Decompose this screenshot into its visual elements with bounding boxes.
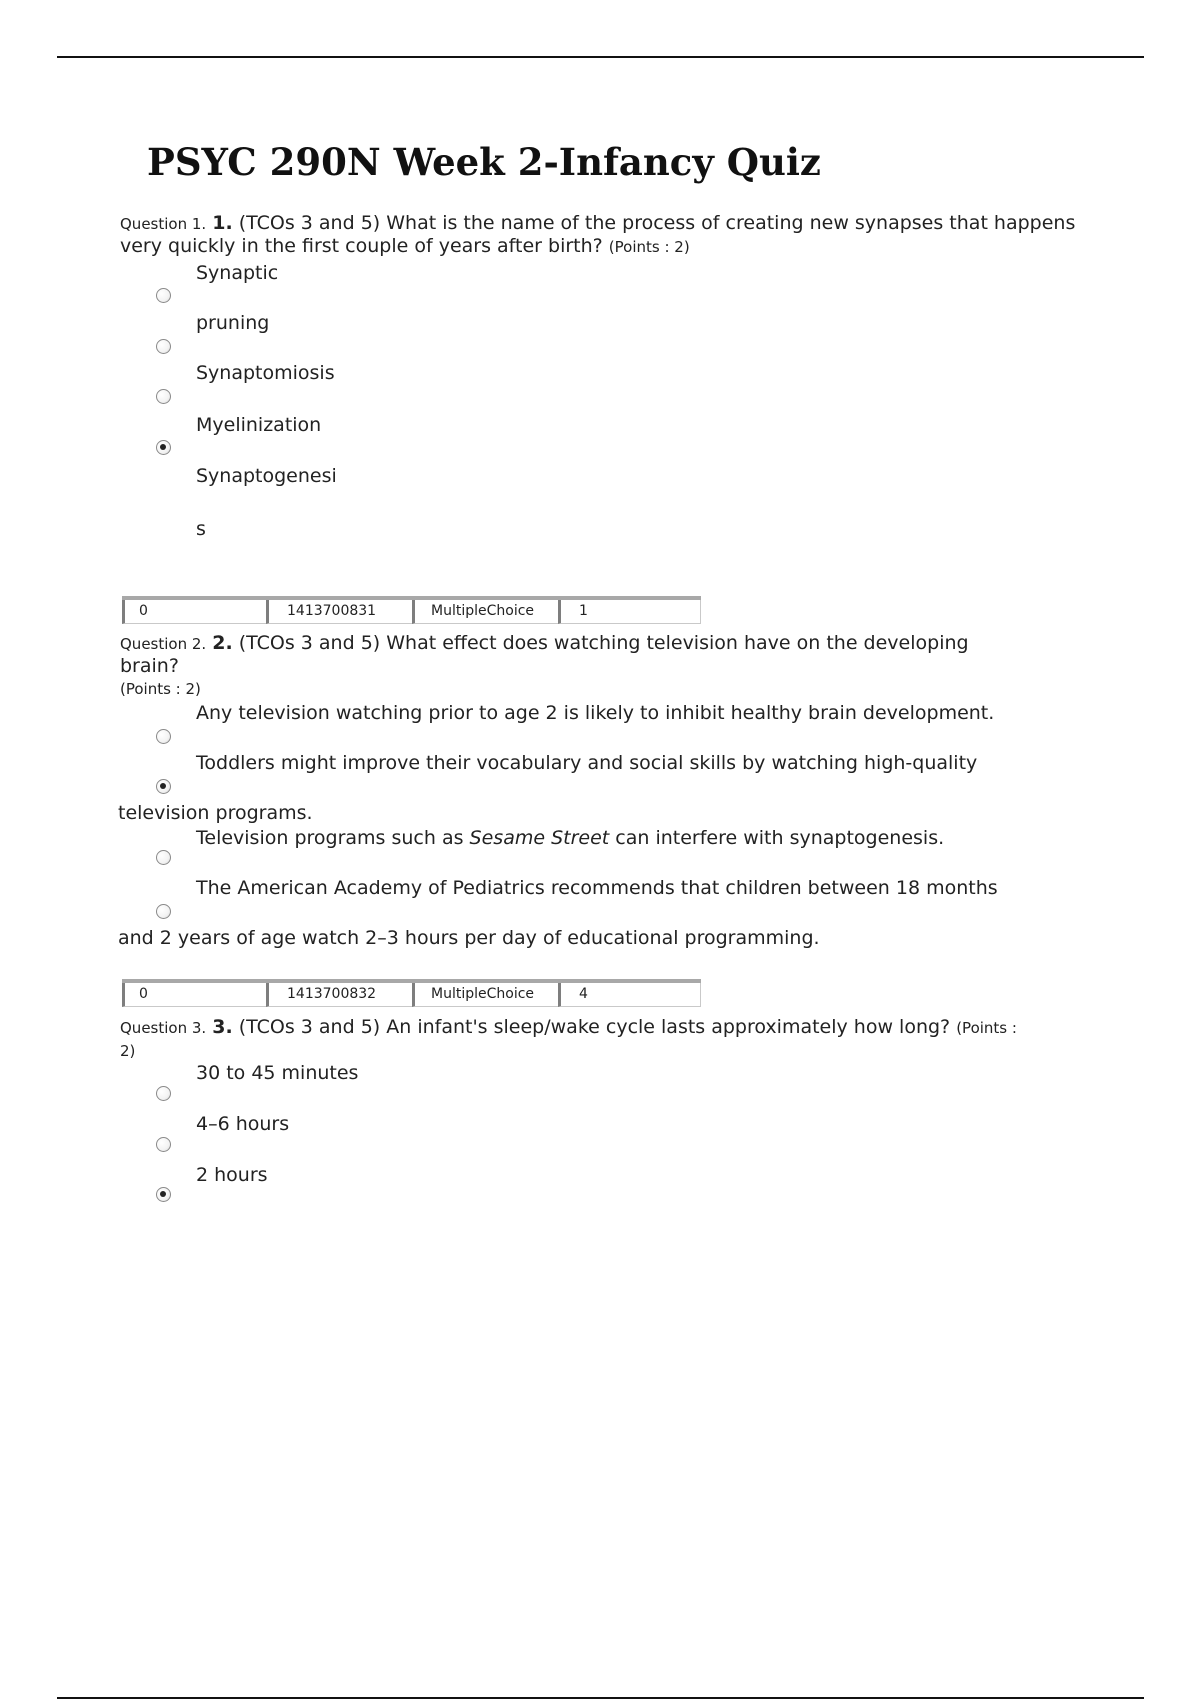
- question-text-cont: brain?: [120, 655, 179, 677]
- q3-option-3-label: 2 hours: [196, 1164, 268, 1186]
- q2-option-1-label: Any television watching prior to age 2 is likely to inhibit healthy brain development.: [196, 702, 995, 724]
- question-points: (Points : 2): [608, 238, 690, 256]
- bottom-rule: [57, 1697, 1144, 1699]
- question-points: (Points :: [956, 1019, 1017, 1037]
- question-number: 3.: [212, 1016, 233, 1038]
- option-text-italic: Sesame Street: [469, 827, 610, 849]
- question-text: (TCOs 3 and 5) What is the name of the process of creating new synapses that happens very quickly in the first couple of years after birth?: [120, 212, 1076, 257]
- question-text: (TCOs 3 and 5) What effect does watching television have on the developing: [238, 632, 969, 654]
- question-points-cont: 2): [120, 1042, 136, 1060]
- q1-option-4-line1: Synaptogenesi: [196, 465, 337, 487]
- q3-option-1-radio[interactable]: [156, 1086, 171, 1101]
- q2-option-2-radio-selected[interactable]: [156, 779, 171, 794]
- question-text: (TCOs 3 and 5) An infant's sleep/wake cycle lasts approximately how long?: [238, 1016, 951, 1038]
- meta-type: MultipleChoice: [412, 600, 558, 624]
- question-1-meta-table: [122, 596, 701, 624]
- meta-score: 0: [122, 983, 266, 1007]
- meta-answer: 4: [558, 983, 701, 1007]
- q2-option-3-radio[interactable]: [156, 850, 171, 865]
- q1-option-4-line2: s: [196, 518, 206, 540]
- option-text: Television programs such as: [196, 827, 470, 849]
- q2-option-3-label: [196, 827, 944, 849]
- question-label: Question 3.: [120, 1019, 207, 1037]
- question-label: Question 2.: [120, 635, 207, 653]
- q1-option-3-label: Myelinization: [196, 414, 322, 436]
- q2-option-4-line2: and 2 years of age watch 2–3 hours per day of educational programming.: [118, 927, 820, 949]
- q1-option-2-label: Synaptomiosis: [196, 362, 335, 384]
- question-3-prompt: [120, 1016, 1095, 1062]
- meta-id: 1413700831: [266, 600, 412, 624]
- q1-option-3-radio[interactable]: [156, 389, 171, 404]
- meta-answer: 1: [558, 600, 701, 624]
- q1-option-3-radio-selected[interactable]: [156, 440, 171, 455]
- q1-option-1-line2: pruning: [196, 312, 270, 334]
- q3-option-2-radio[interactable]: [156, 1137, 171, 1152]
- meta-type: MultipleChoice: [412, 983, 558, 1007]
- top-rule: [57, 56, 1144, 58]
- q2-option-1-radio[interactable]: [156, 729, 171, 744]
- q3-option-3-radio-selected[interactable]: [156, 1187, 171, 1202]
- meta-id: 1413700832: [266, 983, 412, 1007]
- q3-option-2-label: 4–6 hours: [196, 1113, 290, 1135]
- q1-option-1-line1: Synaptic: [196, 262, 279, 284]
- q3-option-1-label: 30 to 45 minutes: [196, 1062, 359, 1084]
- question-2-prompt: [120, 632, 1100, 700]
- page-title: PSYC 290N Week 2-Infancy Quiz: [147, 140, 821, 184]
- question-label: Question 1.: [120, 215, 207, 233]
- question-2-meta-table: [122, 979, 701, 1007]
- meta-score: 0: [122, 600, 266, 624]
- question-points: (Points : 2): [120, 680, 201, 698]
- question-1-prompt: [120, 212, 1100, 258]
- option-text: can interfere with synaptogenesis.: [609, 827, 945, 849]
- q2-option-2-line2: television programs.: [118, 802, 313, 824]
- q2-option-4-radio[interactable]: [156, 904, 171, 919]
- question-number: 1.: [212, 212, 233, 234]
- q2-option-2-line1: Toddlers might improve their vocabulary and social skills by watching high-quality: [196, 752, 978, 774]
- q2-option-4-line1: The American Academy of Pediatrics recommends that children between 18 months: [196, 877, 998, 899]
- q1-option-1-radio[interactable]: [156, 288, 171, 303]
- q1-option-2-radio[interactable]: [156, 339, 171, 354]
- question-number: 2.: [212, 632, 233, 654]
